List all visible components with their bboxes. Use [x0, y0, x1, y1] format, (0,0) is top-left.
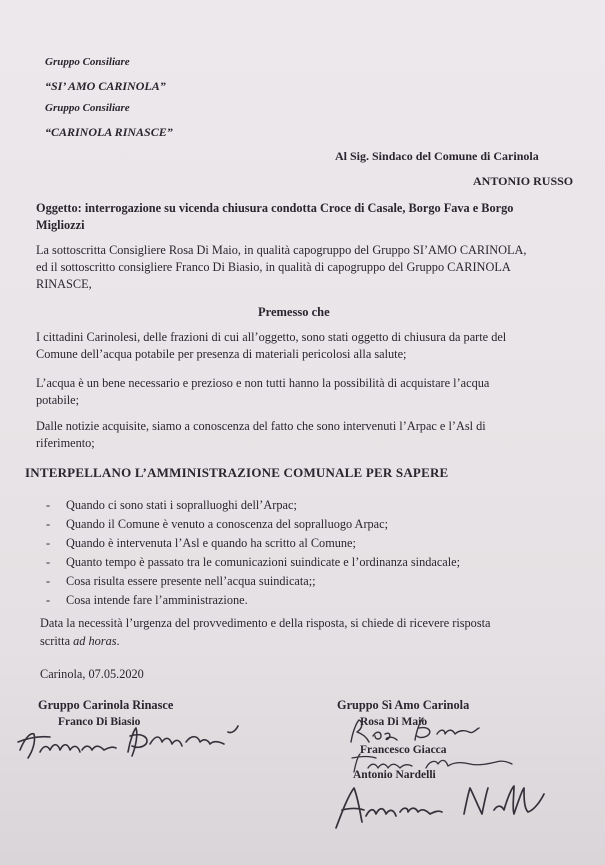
header-group-label-1: Gruppo Consiliare: [45, 56, 130, 68]
question-list: [46, 496, 566, 610]
date-place: Carinola, 07.05.2020: [40, 667, 144, 681]
paragraph-2-line-2: potabile;: [36, 393, 80, 407]
handwritten-signature-antonio-nardelli: [328, 782, 568, 832]
intro-line-3: RINASCE,: [36, 277, 92, 291]
signature-right-name-1: Rosa Di Maio: [360, 716, 428, 728]
intro-line-2: ed il sottoscritto consigliere Franco Di Biasio, in qualità di capogruppo del Gruppo CARINOLA: [36, 260, 511, 274]
list-item-text: Cosa risulta essere presente nell’acqua suindicata;;: [66, 574, 316, 588]
list-item-text: Quanto tempo è passato tra le comunicazioni suindicate e l’ordinanza sindacale;: [66, 555, 461, 569]
header-group-name-1: “SI’ AMO CARINOLA”: [45, 79, 166, 93]
bullet-dash: -: [46, 517, 51, 531]
header-group-label-2: Gruppo Consiliare: [45, 102, 130, 114]
paragraph-1-line-1: I cittadini Carinolesi, delle frazioni di cui all’oggetto, sono stati oggetto di chiusura da parte del: [36, 330, 507, 344]
handwritten-signature-franco-di-biasio: [10, 712, 250, 772]
bullet-dash: -: [46, 593, 51, 607]
closing-line-2: [40, 634, 120, 649]
list-item-text: Quando è intervenuta l’Asl e quando ha scritto al Comune;: [66, 536, 356, 550]
list-item: [46, 591, 566, 610]
list-item: [46, 553, 566, 572]
bullet-dash: -: [46, 536, 51, 550]
signature-right-name-3: Antonio Nardelli: [353, 769, 436, 781]
header-group-name-2: “CARINOLA RINASCE”: [45, 125, 173, 139]
paragraph-3-line-2: riferimento;: [36, 436, 95, 450]
list-item: [46, 534, 566, 553]
bullet-dash: -: [46, 498, 51, 512]
premesso-heading: Premesso che: [258, 305, 330, 319]
signature-right-group: Gruppo Sì Amo Carinola: [337, 698, 470, 712]
paragraph-3-line-1: Dalle notizie acquisite, siamo a conoscenza del fatto che sono intervenuti l’Arpac e l’Asl di: [36, 419, 486, 433]
interpellano-heading: INTERPELLANO L’AMMINISTRAZIONE COMUNALE PER SAPERE: [25, 465, 449, 480]
signature-left-group: Gruppo Carinola Rinasce: [38, 698, 174, 712]
list-item: [46, 515, 566, 534]
subject-line-1: Oggetto: interrogazione su vicenda chiusura condotta Croce di Casale, Borgo Fava e Borgo: [36, 201, 514, 215]
recipient-line: Al Sig. Sindaco del Comune di Carinola: [335, 149, 539, 163]
closing-line-1: Data la necessità l’urgenza del provvedimento e della risposta, si chiede di ricevere risposta: [40, 616, 491, 630]
list-item: [46, 496, 566, 515]
closing-ad-horas: ad horas: [73, 634, 117, 648]
bullet-dash: -: [46, 555, 51, 569]
handwritten-signature-rosa-di-maio: [345, 712, 495, 748]
paragraph-2-line-1: L’acqua è un bene necessario e prezioso e non tutti hanno la possibilità di acquistare l’acqua: [36, 376, 490, 390]
list-item-text: Quando ci sono stati i sopralluoghi dell’Arpac;: [66, 498, 297, 512]
signature-left-name: Franco Di Biasio: [58, 716, 141, 728]
list-item: [46, 572, 566, 591]
list-item-text: Quando il Comune è venuto a conoscenza del sopralluogo Arpac;: [66, 517, 389, 531]
subject-line-2: Migliozzi: [36, 218, 85, 232]
recipient-name: ANTONIO RUSSO: [473, 174, 574, 188]
intro-line-1: La sottoscritta Consigliere Rosa Di Maio, in qualità capogruppo del Gruppo SI’AMO CARINOLA,: [36, 243, 527, 257]
closing-prefix: scritta: [40, 634, 74, 648]
bullet-dash: -: [46, 574, 51, 588]
paragraph-1-line-2: Comune dell’acqua potabile per presenza di materiali pericolosi alla salute;: [36, 347, 407, 361]
closing-suffix: .: [116, 634, 120, 648]
list-item-text: Cosa intende fare l’amministrazione.: [66, 593, 248, 607]
signature-right-name-2: Francesco Giacca: [360, 744, 447, 756]
